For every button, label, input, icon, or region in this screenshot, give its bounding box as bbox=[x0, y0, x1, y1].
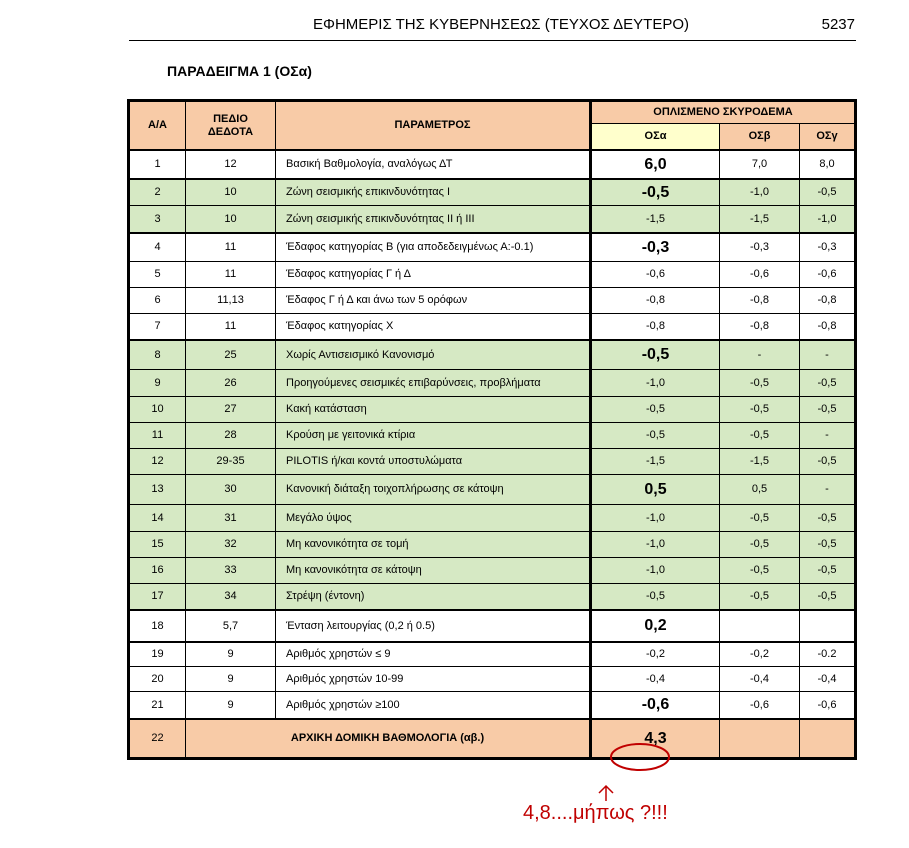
header-field-text: ΠΕΔΙΟ ΔΕΔΟΤΑ bbox=[207, 113, 254, 138]
row-field: 10 bbox=[185, 205, 275, 232]
row-param: Προηγούμενες σεισμικές επιβαρύνσεις, προβλήματα bbox=[275, 369, 589, 396]
header-aa: Α/Α bbox=[127, 99, 185, 149]
annotation-arrow bbox=[599, 786, 613, 801]
row-param: Κακή κατάσταση bbox=[275, 396, 589, 422]
row-osg: -0,5 bbox=[799, 557, 857, 583]
row-osa: -0,5 bbox=[589, 339, 719, 369]
header-osb: ΟΣβ bbox=[719, 123, 799, 149]
row-osa: -1,0 bbox=[589, 504, 719, 531]
row-aa: 5 bbox=[127, 261, 185, 287]
row-aa: 11 bbox=[127, 422, 185, 448]
row-osb: - bbox=[719, 339, 799, 369]
row-param: Βασική Βαθμολογία, αναλόγως ΔΤ bbox=[275, 149, 589, 178]
row-osb: -1,0 bbox=[719, 178, 799, 205]
row-osa: -1,5 bbox=[589, 448, 719, 474]
row-osb bbox=[719, 609, 799, 641]
row-aa: 8 bbox=[127, 339, 185, 369]
row-param: Έδαφος κατηγορίας Β (για αποδεδειγμένως Α:-0.1) bbox=[275, 232, 589, 261]
row-osa: -0,8 bbox=[589, 287, 719, 313]
row-aa: 10 bbox=[127, 396, 185, 422]
row-osg: 8,0 bbox=[799, 149, 857, 178]
page-number: 5237 bbox=[821, 16, 855, 33]
handwritten-note: 4,8....μήπως ?!!! bbox=[523, 802, 668, 824]
row-param: Έδαφος κατηγορίας Γ ή Δ bbox=[275, 261, 589, 287]
row-osa: -1,0 bbox=[589, 369, 719, 396]
row-param: Κανονική διάταξη τοιχοπλήρωσης σε κάτοψη bbox=[275, 474, 589, 504]
row-osb: -0,6 bbox=[719, 691, 799, 718]
row-aa: 4 bbox=[127, 232, 185, 261]
row-osg: -0,4 bbox=[799, 666, 857, 691]
row-field: 30 bbox=[185, 474, 275, 504]
row-osa: -0,2 bbox=[589, 641, 719, 666]
row-osg: - bbox=[799, 422, 857, 448]
total-aa: 22 bbox=[127, 718, 185, 760]
row-osg: -0,5 bbox=[799, 583, 857, 609]
row-aa: 19 bbox=[127, 641, 185, 666]
row-osb: -0,5 bbox=[719, 369, 799, 396]
row-osb: -0,4 bbox=[719, 666, 799, 691]
row-param: Αριθμός χρηστών ≥100 bbox=[275, 691, 589, 718]
row-osb: -0,8 bbox=[719, 313, 799, 339]
row-osa: -0,5 bbox=[589, 422, 719, 448]
row-osg: -0,3 bbox=[799, 232, 857, 261]
header-rule bbox=[129, 40, 856, 41]
row-osg: -0,5 bbox=[799, 448, 857, 474]
row-osb: -0,5 bbox=[719, 557, 799, 583]
row-osg: -0,6 bbox=[799, 261, 857, 287]
row-osb: -0,5 bbox=[719, 504, 799, 531]
row-osg: -1,0 bbox=[799, 205, 857, 232]
row-field: 11 bbox=[185, 261, 275, 287]
row-osa: -0,5 bbox=[589, 178, 719, 205]
row-osg bbox=[799, 609, 857, 641]
row-osa: -1,0 bbox=[589, 557, 719, 583]
row-osg: -0,8 bbox=[799, 287, 857, 313]
row-osb: -0,5 bbox=[719, 396, 799, 422]
row-field: 32 bbox=[185, 531, 275, 557]
row-osg: - bbox=[799, 339, 857, 369]
row-osa: -0,3 bbox=[589, 232, 719, 261]
row-osa: 0,5 bbox=[589, 474, 719, 504]
row-osb: -1,5 bbox=[719, 448, 799, 474]
row-aa: 6 bbox=[127, 287, 185, 313]
row-field: 5,7 bbox=[185, 609, 275, 641]
row-osb: 0,5 bbox=[719, 474, 799, 504]
row-param: Μη κανονικότητα σε τομή bbox=[275, 531, 589, 557]
row-param: Μεγάλο ύψος bbox=[275, 504, 589, 531]
row-aa: 21 bbox=[127, 691, 185, 718]
total-osa: 4,3 bbox=[589, 718, 719, 760]
example-title: ΠΑΡΑΔΕΙΓΜΑ 1 (ΟΣα) bbox=[167, 63, 312, 79]
row-param: Χωρίς Αντισεισμικό Κανονισμό bbox=[275, 339, 589, 369]
row-field: 27 bbox=[185, 396, 275, 422]
row-osa: -1,0 bbox=[589, 531, 719, 557]
row-osb: -0,8 bbox=[719, 287, 799, 313]
row-field: 9 bbox=[185, 641, 275, 666]
row-aa: 17 bbox=[127, 583, 185, 609]
header-param: ΠΑΡΑΜΕΤΡΟΣ bbox=[275, 99, 589, 149]
total-osg bbox=[799, 718, 857, 760]
row-osa: 0,2 bbox=[589, 609, 719, 641]
row-osa: -0,5 bbox=[589, 583, 719, 609]
row-field: 11,13 bbox=[185, 287, 275, 313]
row-osg: -0,5 bbox=[799, 504, 857, 531]
row-osb: -0,6 bbox=[719, 261, 799, 287]
row-osa: -0,8 bbox=[589, 313, 719, 339]
row-param: Ένταση λειτουργίας (0,2 ή 0.5) bbox=[275, 609, 589, 641]
total-label: ΑΡΧΙΚΗ ΔΟΜΙΚΗ ΒΑΘΜΟΛΟΓΙΑ (αβ.) bbox=[185, 718, 589, 760]
row-osg: -0,5 bbox=[799, 178, 857, 205]
row-aa: 3 bbox=[127, 205, 185, 232]
row-field: 26 bbox=[185, 369, 275, 396]
row-osb: -0,5 bbox=[719, 422, 799, 448]
row-osg: -0,5 bbox=[799, 531, 857, 557]
row-osa: 6,0 bbox=[589, 149, 719, 178]
row-param: Έδαφος Γ ή Δ και άνω των 5 ορόφων bbox=[275, 287, 589, 313]
row-param: Μη κανονικότητα σε κάτοψη bbox=[275, 557, 589, 583]
row-field: 12 bbox=[185, 149, 275, 178]
row-field: 34 bbox=[185, 583, 275, 609]
row-aa: 2 bbox=[127, 178, 185, 205]
row-param: Έδαφος κατηγορίας Χ bbox=[275, 313, 589, 339]
header-group: ΟΠΛΙΣΜΕΝΟ ΣΚΥΡΟΔΕΜΑ bbox=[589, 99, 857, 123]
row-aa: 7 bbox=[127, 313, 185, 339]
row-osg: -0,5 bbox=[799, 396, 857, 422]
row-param: Κρούση με γειτονικά κτίρια bbox=[275, 422, 589, 448]
gazette-header bbox=[129, 16, 855, 38]
row-osb: 7,0 bbox=[719, 149, 799, 178]
row-param: Αριθμός χρηστών ≤ 9 bbox=[275, 641, 589, 666]
row-field: 28 bbox=[185, 422, 275, 448]
row-osg: - bbox=[799, 474, 857, 504]
row-osg: -0,5 bbox=[799, 369, 857, 396]
row-field: 29-35 bbox=[185, 448, 275, 474]
row-aa: 16 bbox=[127, 557, 185, 583]
header-osa: ΟΣα bbox=[589, 123, 719, 149]
row-aa: 12 bbox=[127, 448, 185, 474]
row-osg: -0.2 bbox=[799, 641, 857, 666]
row-field: 11 bbox=[185, 232, 275, 261]
row-field: 9 bbox=[185, 691, 275, 718]
row-param: PILOTIS ή/και κοντά υποστυλώματα bbox=[275, 448, 589, 474]
row-aa: 9 bbox=[127, 369, 185, 396]
row-aa: 13 bbox=[127, 474, 185, 504]
row-osg: -0,8 bbox=[799, 313, 857, 339]
gazette-title: ΕΦΗΜΕΡΙΣ ΤΗΣ ΚΥΒΕΡΝΗΣΕΩΣ (ΤΕΥΧΟΣ ΔΕΥΤΕΡΟ) bbox=[313, 16, 690, 33]
row-aa: 1 bbox=[127, 149, 185, 178]
row-field: 33 bbox=[185, 557, 275, 583]
row-param: Ζώνη σεισμικής επικινδυνότητας ΙΙ ή ΙΙΙ bbox=[275, 205, 589, 232]
header-osg: ΟΣγ bbox=[799, 123, 857, 149]
row-osa: -0,6 bbox=[589, 691, 719, 718]
row-aa: 18 bbox=[127, 609, 185, 641]
row-field: 11 bbox=[185, 313, 275, 339]
row-osa: -0,5 bbox=[589, 396, 719, 422]
row-osa: -0,4 bbox=[589, 666, 719, 691]
row-param: Αριθμός χρηστών 10-99 bbox=[275, 666, 589, 691]
row-aa: 15 bbox=[127, 531, 185, 557]
row-osb: -1,5 bbox=[719, 205, 799, 232]
row-field: 25 bbox=[185, 339, 275, 369]
total-osb bbox=[719, 718, 799, 760]
row-osb: -0,2 bbox=[719, 641, 799, 666]
row-field: 9 bbox=[185, 666, 275, 691]
row-param: Ζώνη σεισμικής επικινδυνότητας Ι bbox=[275, 178, 589, 205]
header-field bbox=[185, 99, 275, 149]
row-osb: -0,5 bbox=[719, 531, 799, 557]
row-field: 31 bbox=[185, 504, 275, 531]
row-field: 10 bbox=[185, 178, 275, 205]
row-aa: 14 bbox=[127, 504, 185, 531]
row-osa: -0,6 bbox=[589, 261, 719, 287]
row-osb: -0,5 bbox=[719, 583, 799, 609]
row-osb: -0,3 bbox=[719, 232, 799, 261]
row-aa: 20 bbox=[127, 666, 185, 691]
row-osg: -0,6 bbox=[799, 691, 857, 718]
row-osa: -1,5 bbox=[589, 205, 719, 232]
row-param: Στρέψη (έντονη) bbox=[275, 583, 589, 609]
